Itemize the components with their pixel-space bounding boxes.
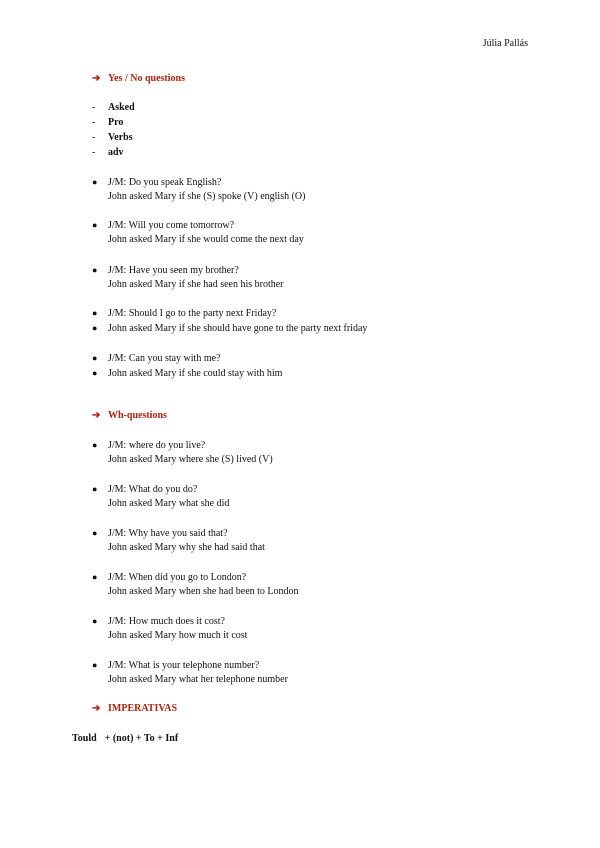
question-text: J/M: What do you do? [108,484,198,495]
list-item [92,219,234,232]
answer-text: John asked Mary if she (S) spoke (V) english (O) [108,191,306,202]
heading-yes-no [92,73,185,85]
question-text: J/M: When did you go to London? [108,572,247,583]
bullet-icon: ● [92,660,98,670]
question-text: J/M: What is your telephone number? [108,660,260,671]
list-item [92,571,246,584]
answer-text: John asked Mary if she had seen his brother [108,279,284,290]
arrow-icon: ➔ [92,703,101,714]
list-item [92,352,221,365]
dash-item-label: Asked [108,102,135,113]
bullet-icon: ● [92,484,98,494]
dash-item: - Pro [92,117,124,128]
answer-text: John asked Mary what her telephone number [108,674,288,685]
question-text: J/M: Will you come tomorrow? [108,220,235,231]
bullet-icon: ● [92,265,98,275]
author-name: Júlia Pallás [482,38,528,49]
list-item [92,176,221,189]
heading-yes-no-label: Yes / No questions [108,73,185,84]
dash-item: - Asked [92,102,135,113]
bullet-icon: ● [92,616,98,626]
list-item [92,615,225,628]
question-text: J/M: Should I go to the party next Friday? [108,308,277,319]
answer-text: John asked Mary if she should have gone to the party next friday [108,323,368,334]
answer-text: John asked Mary if she would come the next day [108,234,304,245]
question-text: J/M: Do you speak English? [108,177,222,188]
answer-text: John asked Mary when she had been to London [108,586,299,597]
answer-text: John asked Mary how much it cost [108,630,248,641]
dash-item-label: Verbs [108,132,133,143]
list-item [92,367,282,380]
formula-label: Tould [72,733,97,744]
bullet-icon: ● [92,572,98,582]
list-item [92,483,197,496]
bullet-icon: ● [92,323,98,333]
bullet-icon: ● [92,177,98,187]
question-text: J/M: Have you seen my brother? [108,265,239,276]
heading-wh [92,410,167,422]
heading-imperativas-label: IMPERATIVAS [108,703,178,714]
heading-imperativas [92,703,177,715]
dash-item-label: adv [108,147,124,158]
heading-wh-label: Wh-questions [108,410,167,421]
list-item [92,527,228,540]
question-text: J/M: Can you stay with me? [108,353,221,364]
formula-rule: + (not) + To + Inf [104,733,179,744]
question-text: J/M: Why have you said that? [108,528,228,539]
imperative-formula [72,733,178,745]
list-item [92,264,239,277]
dash-item: - Verbs [92,132,133,143]
answer-text: John asked Mary where she (S) lived (V) [108,454,273,465]
bullet-icon: ● [92,440,98,450]
dash-item: - adv [92,147,124,158]
list-item [92,439,205,452]
bullet-icon: ● [92,353,98,363]
list-item [92,659,259,672]
bullet-icon: ● [92,368,98,378]
list-item [92,322,367,335]
dash-item-label: Pro [108,117,124,128]
list-item [92,307,276,320]
answer-text: John asked Mary what she did [108,498,230,509]
arrow-icon: ➔ [92,73,101,84]
question-text: J/M: How much does it cost? [108,616,225,627]
bullet-icon: ● [92,220,98,230]
answer-text: John asked Mary why she had said that [108,542,265,553]
bullet-icon: ● [92,308,98,318]
answer-text: John asked Mary if she could stay with him [108,368,283,379]
arrow-icon: ➔ [92,410,101,421]
question-text: J/M: where do you live? [108,440,206,451]
bullet-icon: ● [92,528,98,538]
